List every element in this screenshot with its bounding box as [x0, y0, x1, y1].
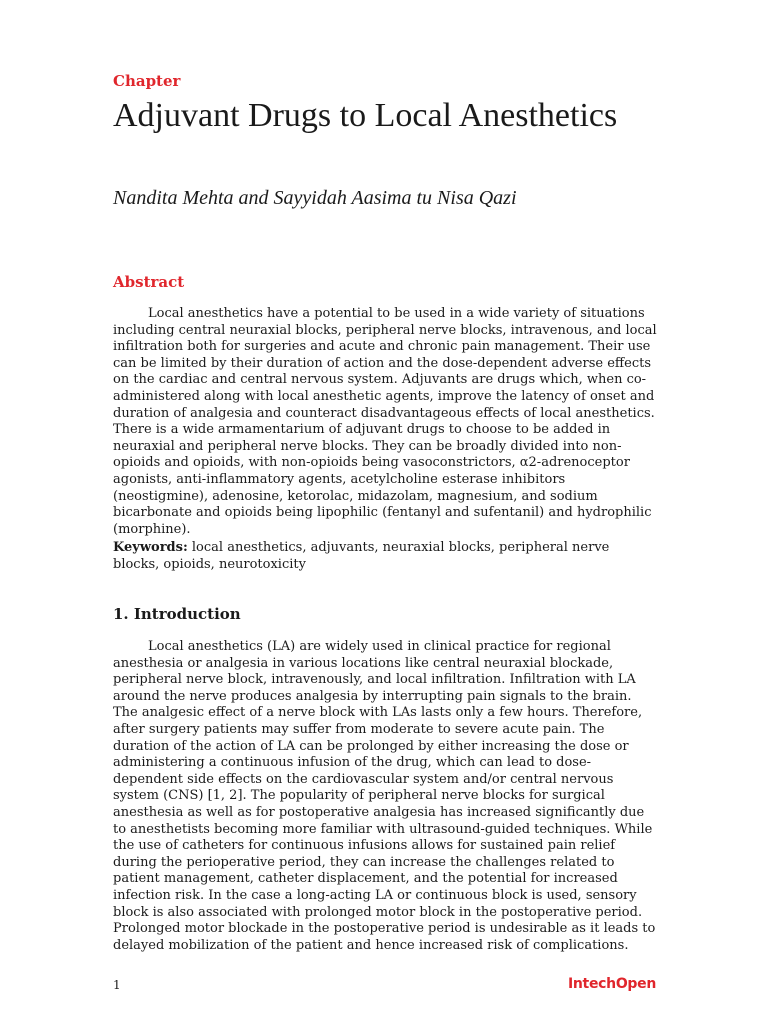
abstract-heading: Abstract — [113, 273, 185, 291]
page-number: 1 — [113, 978, 121, 992]
keywords-label: Keywords: — [113, 540, 188, 555]
document-page — [113, 0, 658, 1024]
abstract-paragraph: Local anesthetics have a potential to be used in a wide variety of situations including central neuraxial blocks, peripheral nerve blocks, intravenous, and local infiltration both for surgeries and acute and chronic pain management. Their use can be limited by their duration of action and the dose-dependent adverse effects on the cardiac and central nervous system. Adjuvants are drugs which, when co-administered along with local anesthetic agents, improve the latency of onset and duration of analgesia and counteract disadvantageous effects of local anesthetics. There is a wide armamentarium of adjuvant drugs to choose to be added in neuraxial and peripheral nerve blocks. They can be broadly divided into non-opioids and opioids, with non-opioids being vasoconstrictors, α2-adrenoceptor agonists, anti-inflammatory agents, acetylcholine esterase inhibitors (neostigmine), adenosine, ketorolac, midazolam, magnesium, and sodium bicarbonate and opioids being lipophilic (fentanyl and sufentanil) and hydrophilic (morphine). — [113, 306, 657, 537]
keywords-text: local anesthetics, adjuvants, neuraxial blocks, peripheral nerve blocks, opioids, neurotoxicity — [113, 540, 610, 572]
author-list: Nandita Mehta and Sayyidah Aasima tu Nisa Qazi — [113, 187, 517, 209]
introduction-paragraph: Local anesthetics (LA) are widely used in clinical practice for regional anesthesia or analgesia in various locations like central neuraxial blockade, peripheral nerve block, intravenously, and local infiltration. Infiltration with LA around the nerve produces analgesia by interrupting pain signals to the brain. The analgesic effect of a nerve block with LAs lasts only a few hours. Therefore, after surgery patients may suffer from moderate to severe acute pain. The duration of the action of LA can be prolonged by either increasing the dose or administering a continuous infusion of the drug, which can lead to dose-dependent side effects on the cardiovascular system and/or central nervous system (CNS) [1, 2]. The popularity of peripheral nerve blocks for surgical anesthesia as well as for postoperative analgesia has increased significantly due to anesthetists becoming more familiar with ultrasound-guided techniques. While the use of catheters for continuous infusions allows for sustained pain relief during the perioperative period, they can increase the challenges related to patient management, catheter displacement, and the potential for increased infection risk. In the case a long-acting LA or continuous block is used, sensory block is also associated with prolonged motor block in the postoperative period. Prolonged motor blockade in the postoperative period is undesirable as it leads to delayed mobilization of the patient and hence increased risk of complications. — [113, 639, 656, 953]
keywords-line — [113, 540, 658, 573]
introduction-heading: 1. Introduction — [113, 605, 241, 623]
chapter-label: Chapter — [113, 72, 181, 90]
chapter-title: Adjuvant Drugs to Local Anesthetics — [113, 97, 618, 134]
publisher-logo: IntechOpen — [567, 976, 656, 992]
